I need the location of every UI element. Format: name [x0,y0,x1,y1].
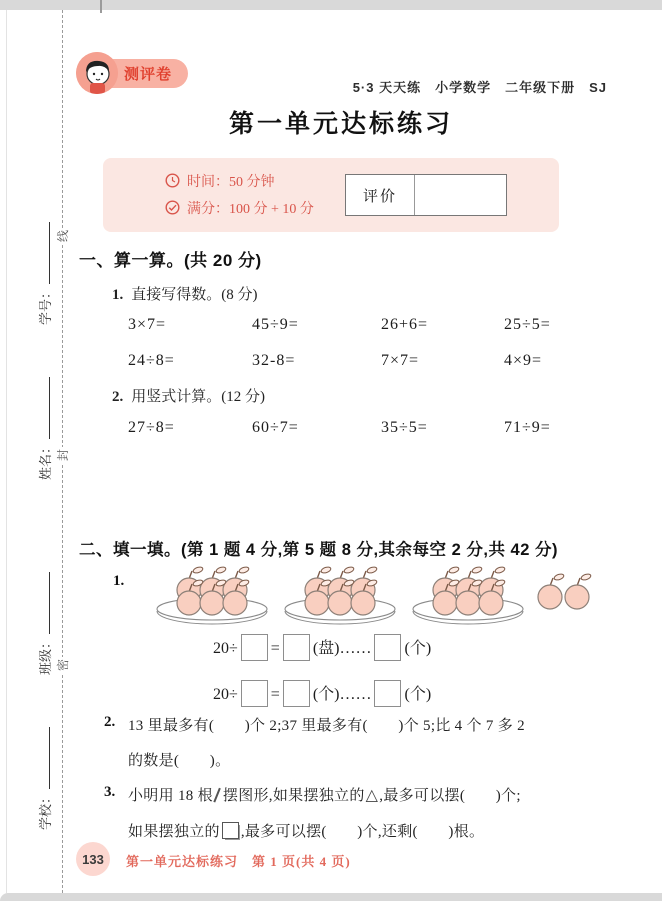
eq1-equals: = [270,640,280,657]
score-label: 满分：100 分 + 10 分 [187,202,314,217]
school-field [35,680,55,830]
calc-row-3 [128,419,551,437]
math-expression: 35÷5= [381,419,428,436]
math-expression: 3×7= [128,316,167,333]
student-id-field [35,175,55,325]
check-icon [165,200,180,220]
page-number-badge: 133 [76,842,110,876]
apples-illustration [150,562,600,633]
stick-icon [213,788,222,803]
answer-box [241,680,268,707]
eq2-equals: = [270,686,280,703]
q2-number: 2. [104,714,116,730]
q3-line1 [128,784,521,805]
test-paper-badge [76,52,188,94]
scan-edge-tick [100,0,102,13]
math-expression: 25÷5= [504,316,551,333]
seal-char-mi: 密 [56,659,70,672]
eq2-unit2: (个) [404,686,432,703]
q2-line2: 的数是( )。 [128,753,231,769]
student-id-label: 学号： [38,285,53,325]
sub2-text: 用竖式计算。(12 分) [131,389,265,405]
student-id-blank-line [36,222,50,284]
class-label: 班级： [38,635,53,675]
math-expression: 27÷8= [128,419,175,436]
calc-row-1 [128,316,551,334]
section1-heading: 一、算一算。(共 20 分) [79,251,262,270]
math-expression: 4×9= [504,352,543,369]
exam-info-box [103,158,559,232]
class-field [35,525,55,675]
sub1-number: 1. [112,287,124,303]
q1-number: 1. [113,573,125,589]
student-name-blank-line [36,377,50,439]
book-series-header: 5·3 天天练 小学数学 二年级下册 SJ [352,80,607,95]
square-icon [222,822,239,839]
footer-title: 第一单元达标练习 第 1 页(共 4 页) [126,854,351,869]
math-expression: 7×7= [381,352,420,369]
sub1-text: 直接写得数。(8 分) [131,287,258,303]
evaluation-blank-cell [415,175,506,215]
section1-sub2-heading [112,385,265,406]
student-name-label: 姓名： [38,440,53,480]
eq1-lhs: 20÷ [213,640,238,657]
q3-line1-part2: 摆图形,如果摆独立的 [222,788,365,804]
eq1-dots: …… [339,640,372,657]
math-expression: 71÷9= [504,419,551,436]
badge-label: 测评卷 [124,66,173,83]
triangle-icon: △ [365,785,379,804]
eq2-unit1: (个) [312,686,340,703]
q1-equation-2 [213,680,431,707]
eq2-lhs: 20÷ [213,686,238,703]
q3-line2-part2: ,最多可以摆( )个,还剩( )根。 [240,824,485,840]
evaluation-table [345,174,507,216]
evaluation-label: 评价 [346,175,415,215]
answer-box [283,680,310,707]
math-expression: 24÷8= [128,352,175,369]
q3-line1-part3: ,最多可以摆( )个; [379,788,521,804]
eq1-unit1: (盘) [312,640,340,657]
calc-row-2 [128,352,542,370]
answer-box [241,634,268,661]
school-label: 学校： [38,790,53,830]
q3-number: 3. [104,784,116,800]
page-title: 第一单元达标练习 [228,111,453,138]
q3-line2 [128,820,484,841]
answer-box [374,680,401,707]
scan-edge-bottom [0,893,662,901]
q1-equation-1 [213,634,431,661]
time-line [165,171,275,193]
seal-char-feng: 封 [56,449,70,462]
section1-sub1-heading [112,283,258,304]
clock-icon [165,173,180,193]
time-label: 时间：50 分钟 [187,175,275,190]
eq1-unit2: (个) [404,640,432,657]
q2-line1: 13 里最多有( )个 2;37 里最多有( )个 5;比 4 个 7 多 2 [128,718,525,734]
class-blank-line [36,572,50,634]
math-expression: 60÷7= [252,419,299,436]
answer-box [374,634,401,661]
math-expression: 26+6= [381,316,429,333]
scan-edge-left [6,10,7,893]
seal-char-xian: 线 [56,230,70,243]
answer-box [283,634,310,661]
student-name-field [35,330,55,480]
q3-line1-part1: 小明用 18 根 [128,788,213,804]
mascot-avatar [76,52,118,94]
q3-line2-part1: 如果摆独立的 [128,824,220,840]
eq2-dots: …… [339,686,372,703]
sub2-number: 2. [112,389,124,405]
school-blank-line [36,727,50,789]
math-expression: 45÷9= [252,316,299,333]
math-expression: 32-8= [252,352,296,369]
section2-heading: 二、填一填。(第 1 题 4 分,第 5 题 8 分,其余每空 2 分,共 42 分) [79,541,558,559]
score-line [165,198,314,220]
